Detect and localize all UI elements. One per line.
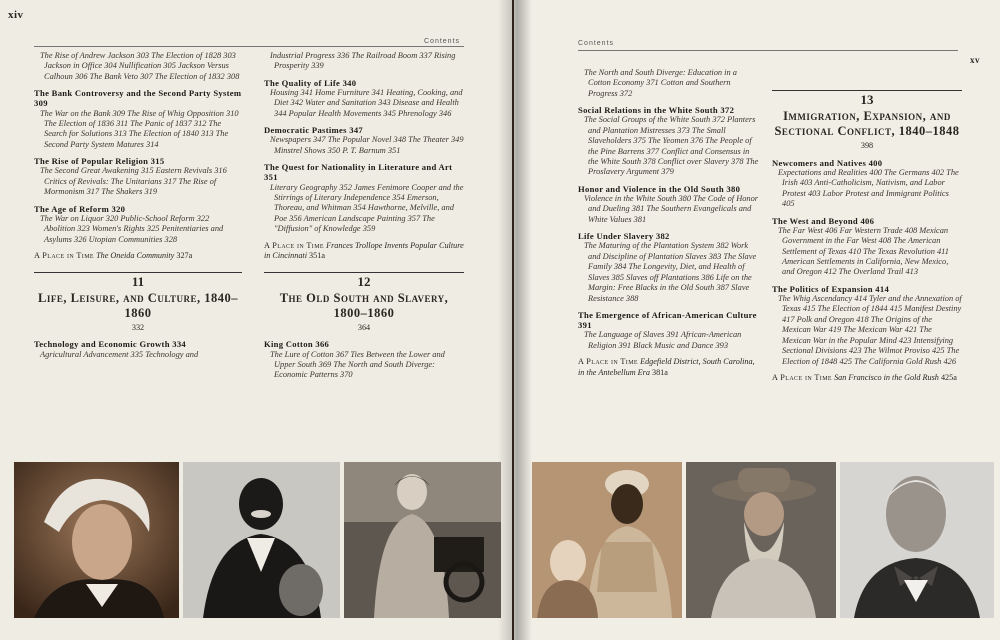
chapter-number: 12 — [264, 272, 464, 287]
chapter-title: The Old South and Slavery, 1800–1860 — [279, 290, 449, 320]
section-heading: King Cotton 366 — [264, 339, 330, 350]
photo-minstrel-performer — [183, 462, 340, 618]
subtopic-list: The Whig Ascendancy 414 Tyler and the Annexation of Texas 415 The Election of 1844 415 Manifest Destiny 417 Polk and Oregon 418 The Origins of the Mexican War 419 The Mexican War 421 The Mexican War in the Popular Mind 423 Intensifying Sectional Divisions 423 The Wilmot Proviso 425 The Election of 1848 425 The California Gold Rush 426 — [778, 294, 962, 366]
section-heading: The Bank Controversy and the Second Party System 309 — [34, 88, 242, 109]
place-in-time-page: 327a — [176, 251, 193, 261]
photo-woman-sewing-machine — [344, 462, 501, 618]
chapter-title: Immigration, Expansion, and Sectional Conflict, 1840–1848 — [774, 109, 960, 139]
section-heading: Technology and Economic Growth 334 — [34, 339, 187, 350]
page-number: xv — [970, 55, 980, 65]
subtopic-list: Expectations and Realities 400 The Germans 402 The Irish 403 Anti-Catholicism, Nativism, and Labor Protest 403 Labor Protest and Immigrant Politics 405 — [778, 168, 959, 209]
chapter-page: 332 — [131, 322, 145, 332]
section-heading: The Politics of Expansion 414 — [772, 283, 890, 294]
subtopic-list: The War on Liquor 320 Public-School Reform 322 Abolition 323 Women's Rights 325 Penitentiaries and Asylums 326 Utopian Communities 328 — [40, 213, 224, 244]
chapter-title: Life, Leisure, and Culture, 1840–1860 — [37, 290, 239, 320]
running-head: Contents — [424, 38, 461, 45]
subtopic-list: The Social Groups of the White South 372 Planters and Plantation Mistresses 373 The Small Slaveholders 375 The Yeomen 376 The People of the Pine Barrens 377 Conflict and Consensus in the White South 378 Conflict over Slavery 378 The Proslavery Argument 379 — [584, 115, 759, 177]
toc-column-left-1 — [34, 51, 242, 360]
subtopic-list: The Lure of Cotton 367 Ties Between the Lower and Upper South 369 The North and South Diverge: Economic Patterns 370 — [270, 349, 445, 380]
place-in-time-page: 351a — [309, 251, 325, 261]
section-heading: The Age of Reform 320 — [34, 203, 126, 214]
photo-enslaved-woman-with-child — [532, 462, 682, 618]
subtopic-list: Newspapers 347 The Popular Novel 348 The Theater 349 Minstrel Shows 350 P. T. Barnum 351 — [270, 135, 464, 155]
section-heading: Life Under Slavery 382 — [578, 231, 670, 242]
section-heading: The Rise of Popular Religion 315 — [34, 156, 165, 167]
place-in-time-entry — [578, 357, 760, 378]
place-in-time-title: Frances Trollope Invents Popular Culture in Cincinnati — [264, 240, 464, 261]
chapter-number: 11 — [34, 272, 242, 287]
section-heading: Democratic Pastimes 347 — [264, 125, 364, 136]
section-heading: The Emergence of African-American Culture 391 — [578, 309, 757, 331]
place-in-time-title: San Francisco in the Gold Rush — [834, 372, 939, 382]
subtopic-list: The Language of Slaves 391 African-American Religion 391 Black Music and Dance 393 — [584, 330, 742, 350]
toc-column-right-1 — [578, 68, 760, 378]
subtopic-list: The Far West 406 Far Western Trade 408 Mexican Government in the Far West 408 The American Settlement of Texas 410 The Texas Revolution 411 American Settlements in California, New Mexico, and Oregon 412 The Overland Trail 413 — [778, 225, 949, 277]
subtopic-list: The Second Great Awakening 315 Eastern Revivals 316 Critics of Revivals: The Unitarians 317 The Rise of Mormonism 317 The Shakers 319 — [40, 166, 227, 197]
place-in-time-page: 425a — [940, 372, 957, 382]
subtopic-list: Agricultural Advancement 335 Technology and — [40, 349, 199, 359]
header-rule — [34, 46, 464, 47]
subtopic-list: Literary Geography 352 James Fenimore Cooper and the Stirrings of Literary Independence 354 Emerson, Thoreau, and Whitman 354 Hawthorne, Melville, and Poe 356 American Landscape Painting 357 The "Diffusion" of Knowledge 359 — [270, 182, 464, 234]
section-heading: Newcomers and Natives 400 — [772, 157, 883, 168]
place-in-time-entry — [34, 251, 242, 261]
section-heading: The Quality of Life 340 — [264, 77, 357, 88]
subtopic-list: The Rise of Andrew Jackson 303 The Election of 1828 303 Jackson in Office 304 Nullification 305 Jackson Versus Calhoun 306 The Bank Veto 307 The Election of 1832 308 — [40, 51, 240, 81]
subtopic-list: The North and South Diverge: Education in a Cotton Economy 371 Cotton and Southern Progress 372 — [584, 68, 737, 98]
place-in-time-label: A Place in Time — [578, 357, 639, 367]
place-in-time-page: 381a — [651, 367, 668, 377]
portrait-andrew-jackson — [14, 462, 179, 618]
header-rule — [578, 50, 958, 51]
place-in-time-label: A Place in Time — [772, 372, 833, 382]
section-heading: Honor and Violence in the Old South 380 — [578, 183, 741, 194]
running-head: Contents — [578, 40, 615, 47]
subtopic-list: The War on the Bank 309 The Rise of Whig Opposition 310 The Election of 1836 311 The Panic of 1837 312 The Search for Solutions 313 The Election of 1840 313 The Second Party System Matures 314 — [40, 108, 239, 149]
section-heading: The Quest for Nationality in Literature and Art 351 — [264, 162, 453, 183]
toc-column-right-2 — [772, 80, 962, 383]
place-in-time-label: A Place in Time — [264, 240, 325, 250]
subtopic-list: Violence in the White South 380 The Code of Honor and Dueling 381 The Southern Evangelicals and White Values 381 — [584, 194, 759, 224]
place-in-time-entry — [772, 373, 962, 383]
place-in-time-title: The Oneida Community — [96, 251, 175, 261]
toc-column-left-2 — [264, 51, 464, 381]
place-in-time-label: A Place in Time — [34, 251, 95, 261]
section-heading: The West and Beyond 406 — [772, 215, 875, 226]
chapter-number: 13 — [772, 90, 962, 105]
page-number: xiv — [8, 9, 24, 21]
section-heading: Social Relations in the White South 372 — [578, 105, 735, 116]
chapter-heading — [772, 90, 962, 152]
place-in-time-title: Edgefield District, South Carolina, in the Antebellum Era — [578, 357, 755, 377]
place-in-time-entry — [264, 241, 464, 262]
photo-bearded-man-hat — [686, 462, 836, 618]
chapter-page: 364 — [357, 322, 371, 332]
subtopic-list: The Maturing of the Plantation System 382 Work and Discipline of Plantation Slaves 383 The Slave Family 384 The Longevity, Diet, and Health of Slaves 385 Slaves off Plantations 386 Life on the Margin: Free Blacks in the Old South 387 Slave Resistance 388 — [584, 241, 757, 303]
chapter-page: 398 — [860, 141, 874, 151]
chapter-heading — [34, 272, 242, 334]
subtopic-list: Industrial Progress 336 The Railroad Boom 337 Rising Prosperity 339 — [270, 51, 456, 71]
chapter-heading — [264, 272, 464, 334]
subtopic-list: Housing 341 Home Furniture 341 Heating, Cooking, and Diet 342 Water and Sanitation 343 Disease and Health 344 Popular Health Movements 345 Phrenology 346 — [270, 88, 463, 118]
portrait-sam-houston — [840, 462, 994, 618]
